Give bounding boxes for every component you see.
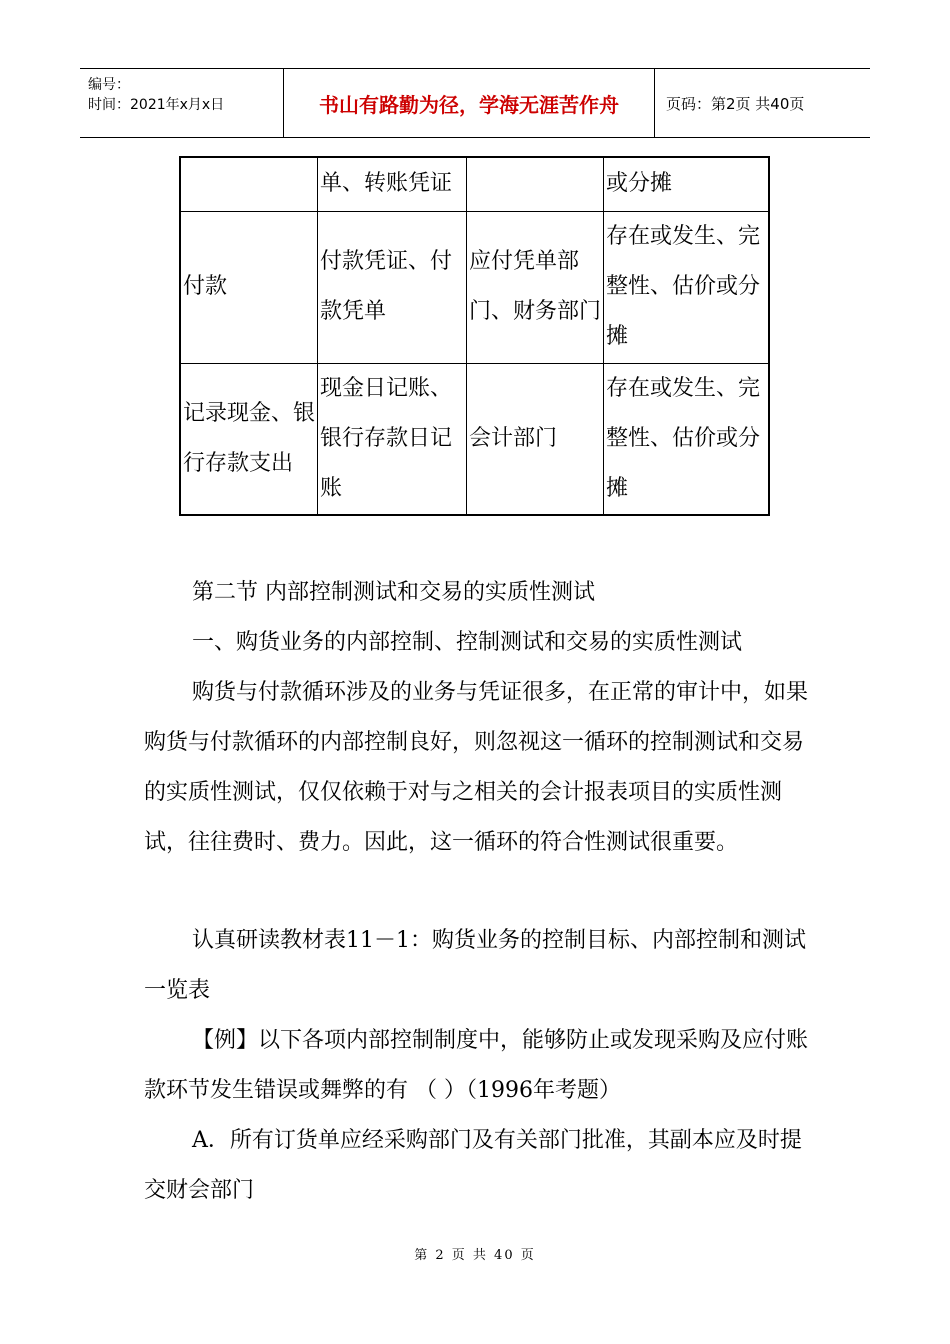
- example-question: 【例】以下各项内部控制制度中，能够防止或发现采购及应付账款环节发生错误或舞弊的有 （ ）（1996年考题）: [144, 1028, 809, 1103]
- table-cell: 会计部门: [467, 363, 604, 515]
- table-cell: [180, 157, 318, 211]
- table-cell: 单、转账凭证: [318, 157, 467, 211]
- body-text: [144, 568, 814, 868]
- page-header: [80, 68, 870, 138]
- table-cell: [467, 157, 604, 211]
- table-cell: 应付凭单部门、财务部门: [467, 211, 604, 363]
- body-text-4: [144, 1116, 814, 1216]
- table-row: [180, 157, 769, 211]
- body-text-2: [144, 916, 814, 1016]
- table-cell: 现金日记账、银行存款日记账: [318, 363, 467, 515]
- table-row: [180, 363, 769, 515]
- table-cell: 存在或发生、完整性、估价或分摊: [604, 211, 770, 363]
- body-text-3: [144, 1016, 814, 1116]
- option-a: A．所有订货单应经采购部门及有关部门批准，其副本应及时提交财会部门: [144, 1128, 802, 1203]
- section-title: 第二节 内部控制测试和交易的实质性测试: [192, 580, 595, 605]
- header-page-label: 页码：第2页 共40页: [666, 94, 805, 113]
- table-row: [180, 211, 769, 363]
- code-label: 编号：: [88, 77, 130, 93]
- header-motto: 书山有路勤为径，学海无涯苦作舟: [284, 69, 655, 137]
- paragraph: 认真研读教材表11－1：购货业务的控制目标、内部控制和测试一览表: [144, 928, 806, 1003]
- subtitle: 一、购货业务的内部控制、控制测试和交易的实质性测试: [192, 630, 743, 655]
- table-cell: 付款凭证、付款凭单: [318, 211, 467, 363]
- time-label: 时间：2021年x月x日: [88, 97, 225, 113]
- table-cell: 付款: [180, 211, 318, 363]
- table-cell: 存在或发生、完整性、估价或分摊: [604, 363, 770, 515]
- header-meta: [80, 69, 284, 137]
- paragraph: 购货与付款循环涉及的业务与凭证很多，在正常的审计中，如果购货与付款循环的内部控制良好，则忽视这一循环的控制测试和交易的实质性测试，仅仅依赖于对与之相关的会计报表项目的实质性测试，往往费时、费力。因此，这一循环的符合性测试很重要。: [144, 680, 809, 855]
- table-cell: 记录现金、银行存款支出: [180, 363, 318, 515]
- page-footer: 第 2 页 共 40 页: [414, 1248, 536, 1263]
- table-cell: 或分摊: [604, 157, 770, 211]
- audit-table: [179, 156, 770, 516]
